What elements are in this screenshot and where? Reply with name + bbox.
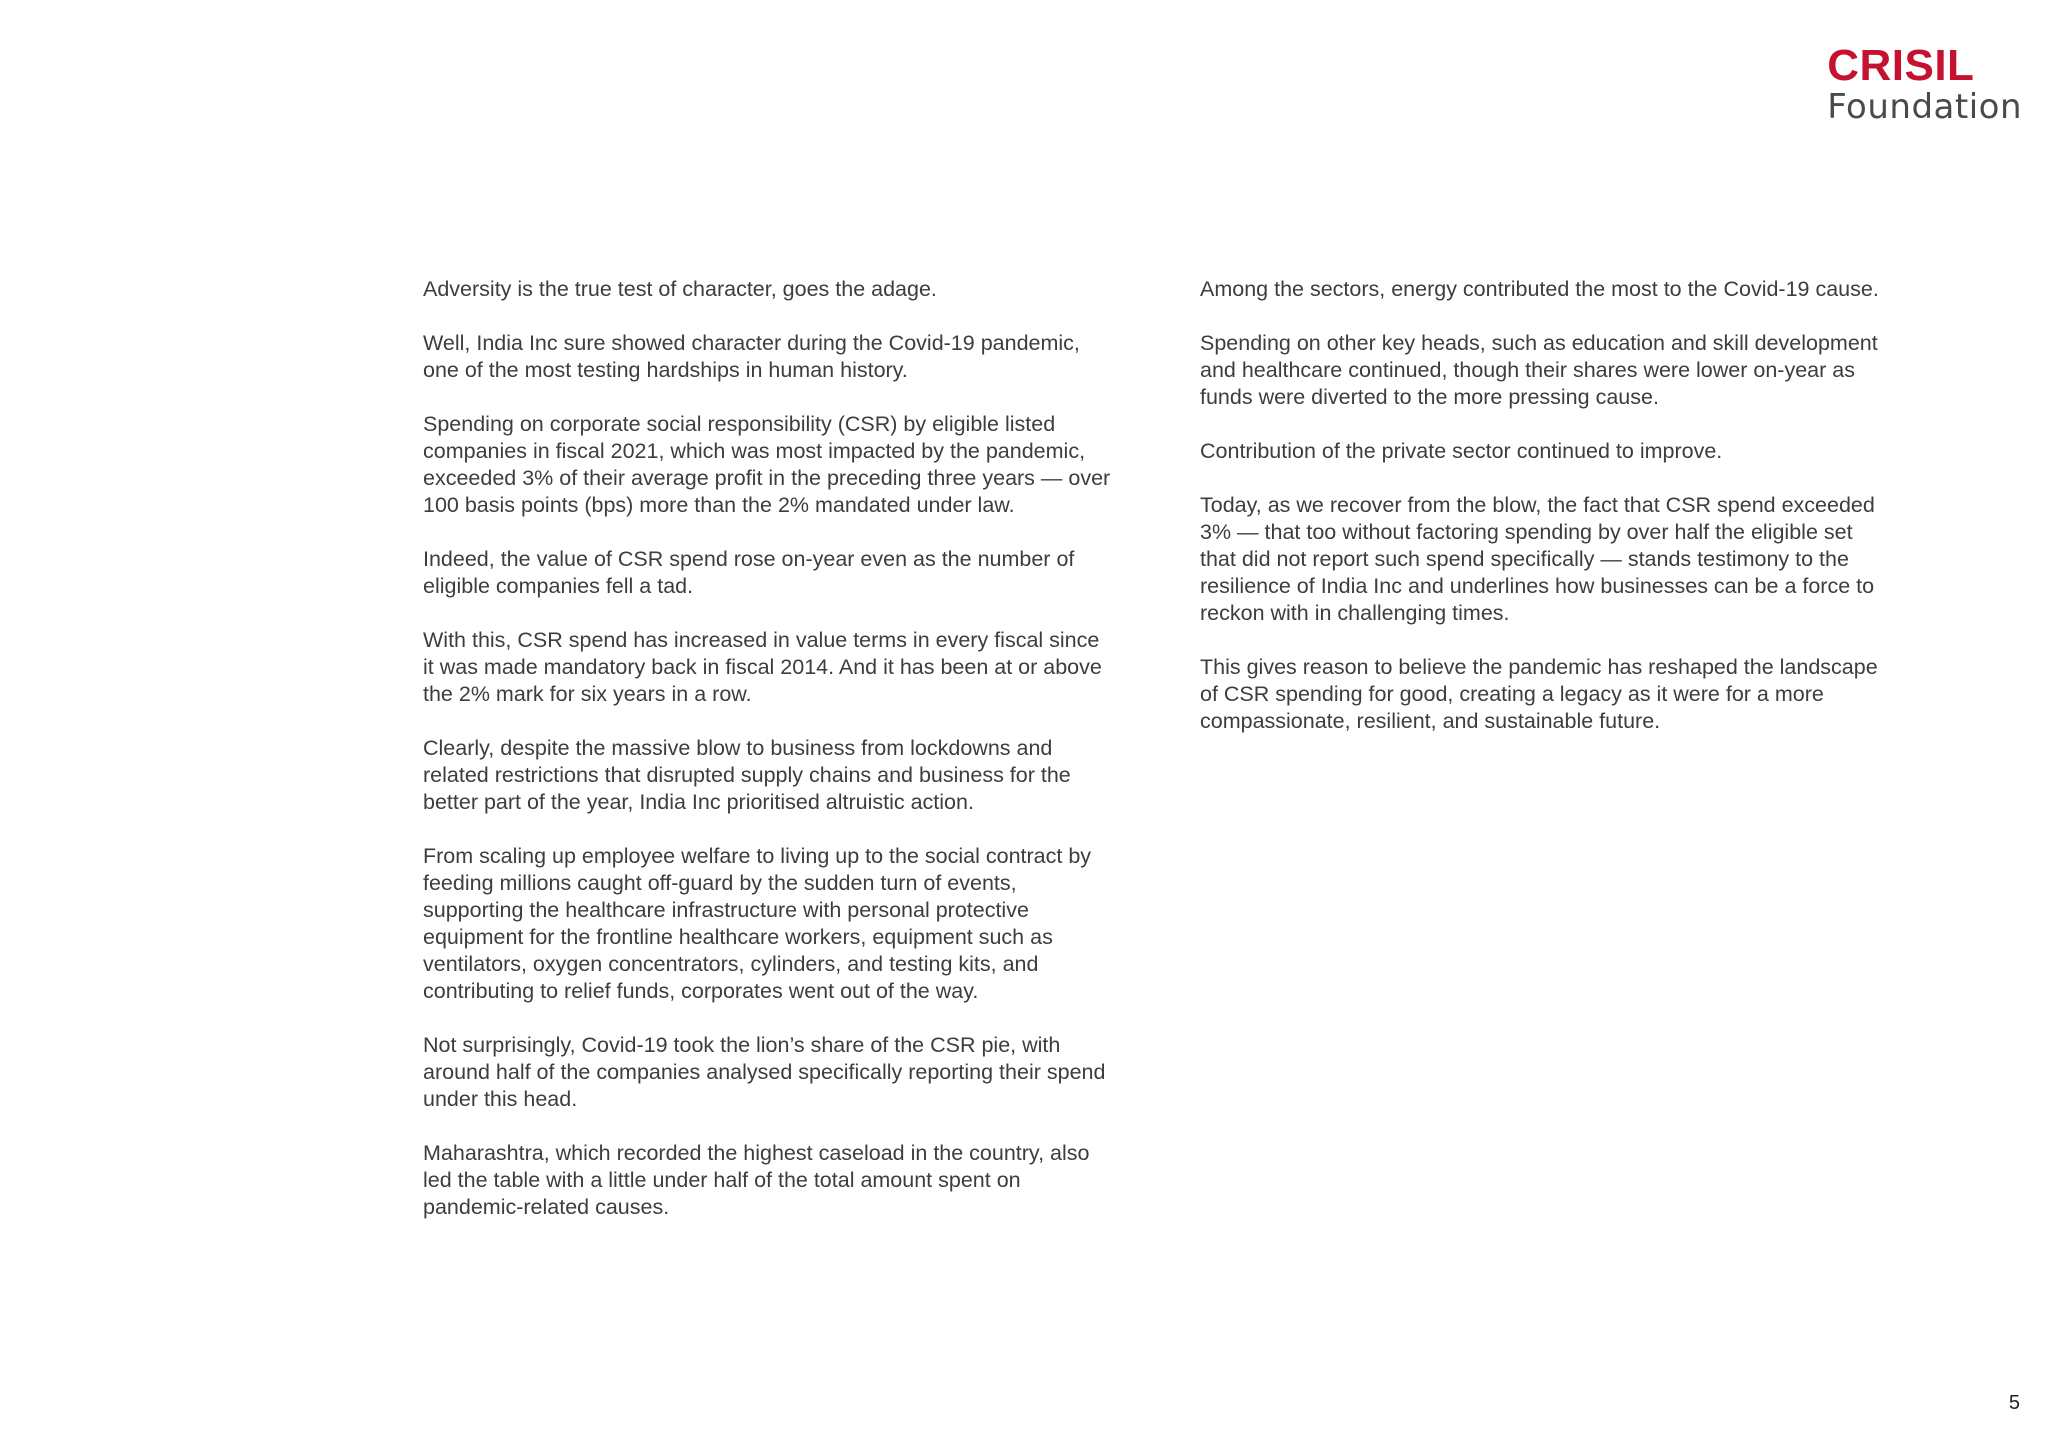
paragraph: Not surprisingly, Covid-19 took the lion’s share of the CSR pie, with around half of the companies analysed specifically reporting their spend under this head. [423, 1033, 1106, 1111]
paragraph: Well, India Inc sure showed character during the Covid-19 pandemic, one of the most testing hardships in human history. [423, 331, 1080, 382]
paragraph: Spending on corporate social responsibility (CSR) by eligible listed companies in fiscal 2021, which was most impacted by the pandemic, exceeded 3% of their average profit in the preceding three years — over 100 basis points (bps) more than the 2% mandated under law. [423, 412, 1111, 517]
paragraph: From scaling up employee welfare to living up to the social contract by feeding millions caught off-guard by the sudden turn of events, supporting the healthcare infrastructure with personal protective equipment for the frontline healthcare workers, equipment such as ventilators, oxygen concentrators, cylinders, and testing kits, and contributing to relief funds, corporates went out of the way. [423, 844, 1092, 1003]
paragraph: Maharashtra, which recorded the highest caseload in the country, also led the table with a little under half of the total amount spent on pandemic-related causes. [423, 1141, 1090, 1219]
crisil-foundation-logo [1827, 41, 2022, 127]
page-number: 5 [2008, 1392, 2020, 1414]
logo-brand-text: CRISIL [1827, 41, 1975, 90]
paragraph: Clearly, despite the massive blow to business from lockdowns and related restrictions that disrupted supply chains and business for the better part of the year, India Inc prioritised altruistic action. [423, 736, 1071, 814]
right-column [1200, 276, 1890, 762]
paragraph: Contribution of the private sector continued to improve. [1200, 439, 1723, 463]
left-column [423, 276, 1113, 1248]
paragraph: With this, CSR spend has increased in value terms in every fiscal since it was made mandatory back in fiscal 2014. And it has been at or above the 2% mark for six years in a row. [423, 628, 1102, 706]
paragraph: Adversity is the true test of character, goes the adage. [423, 277, 937, 301]
paragraph: Spending on other key heads, such as education and skill development and healthcare continued, though their shares were lower on-year as funds were diverted to the more pressing cause. [1200, 331, 1878, 409]
paragraph: Today, as we recover from the blow, the fact that CSR spend exceeded 3% — that too without factoring spending by over half the eligible set that did not report such spend specifically — stands testimony to the resilience of India Inc and underlines how businesses can be a force to reckon with in challenging times. [1200, 493, 1875, 625]
paragraph: Indeed, the value of CSR spend rose on-year even as the number of eligible companies fell a tad. [423, 547, 1075, 598]
paragraph: Among the sectors, energy contributed the most to the Covid-19 cause. [1200, 277, 1879, 301]
logo-sub-text: Foundation [1827, 87, 2022, 127]
paragraph: This gives reason to believe the pandemic has reshaped the landscape of CSR spending for good, creating a legacy as it were for a more compassionate, resilient, and sustainable future. [1200, 655, 1878, 733]
